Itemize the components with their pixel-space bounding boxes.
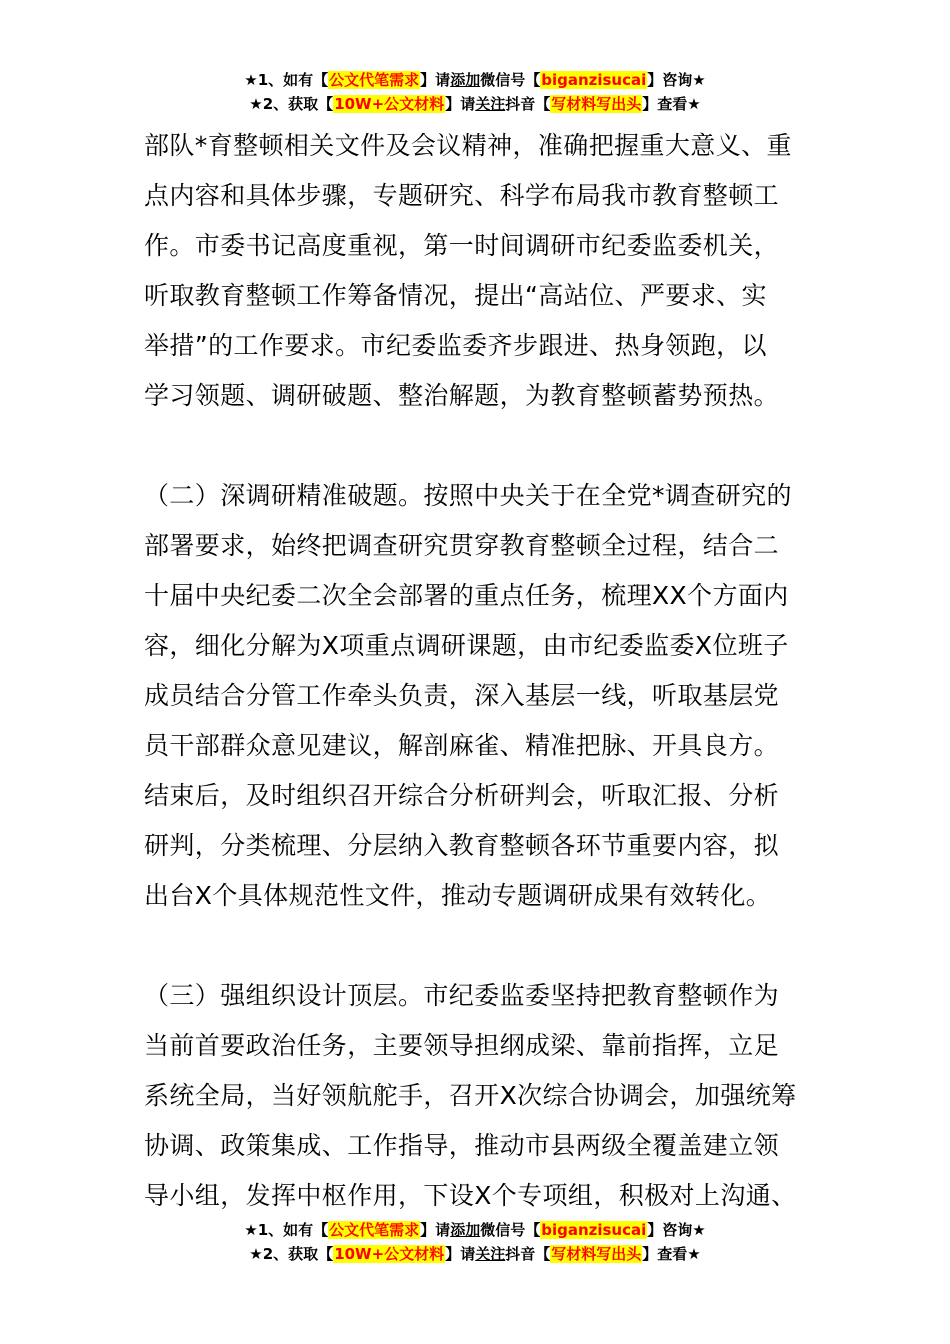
body-line: 容，细化分解为X项重点调研课题，由市纪委监委X位班子 — [144, 631, 789, 660]
body-line: 点内容和具体步骤，专题研究、科学布局我市教育整顿工 — [144, 181, 780, 210]
banner-underlined-text: 添加 — [450, 71, 481, 89]
banner-line-2 — [0, 1242, 950, 1266]
highlight-douyin-account: 写材料写出头 — [551, 1245, 642, 1263]
body-line: （三）强组织设计顶层。市纪委监委坚持把教育整顿作为 — [144, 981, 780, 1010]
paragraph-gap — [144, 421, 809, 471]
banner-line-1 — [0, 1218, 950, 1242]
banner-text: 】请 — [445, 1245, 476, 1263]
header-banner — [0, 68, 950, 116]
body-line: 出台X个具体规范性文件，推动专题调研成果有效转化。 — [144, 881, 772, 910]
body-line: 研判，分类梳理、分层纳入教育整顿各环节重要内容，拟 — [144, 831, 780, 860]
banner-text: 】请 — [420, 1221, 451, 1239]
banner-underlined-text: 关注 — [475, 95, 506, 113]
banner-text: 】查看★ — [642, 95, 701, 113]
banner-text: ★2、获取【 — [249, 95, 334, 113]
highlight-douyin-account: 写材料写出头 — [551, 95, 642, 113]
highlight-wechat-id: biganzisucai — [541, 1221, 647, 1239]
banner-text: 微信号【 — [480, 1221, 541, 1239]
body-line: （二）深调研精准破题。按照中央关于在全党*调查研究的 — [144, 481, 792, 510]
banner-text: 】咨询★ — [647, 1221, 706, 1239]
body-line: 导小组，发挥中枢作用，下设X个专项组，积极对上沟通、 — [144, 1181, 797, 1210]
highlight-materials: 10W+公文材料 — [334, 95, 445, 113]
highlight-materials: 10W+公文材料 — [334, 1245, 445, 1263]
banner-underlined-text: 添加 — [450, 1221, 481, 1239]
body-line: 当前首要政治任务，主要领导担纲成梁、靠前指挥，立足 — [144, 1031, 780, 1060]
body-line: 部队*育整顿相关文件及会议精神，准确把握重大意义、重 — [144, 131, 792, 160]
banner-text: 抖音【 — [505, 95, 551, 113]
banner-text: ★1、如有【 — [244, 71, 329, 89]
banner-text: ★1、如有【 — [244, 1221, 329, 1239]
footer-banner — [0, 1218, 950, 1266]
banner-text: 微信号【 — [480, 71, 541, 89]
banner-text: ★2、获取【 — [249, 1245, 334, 1263]
banner-line-1 — [0, 68, 950, 92]
body-line: 作。市委书记高度重视，第一时间调研市纪委监委机关， — [144, 231, 780, 260]
body-line: 部署要求，始终把调查研究贯穿教育整顿全过程，结合二 — [144, 531, 780, 560]
banner-text: 】请 — [445, 95, 476, 113]
banner-text: 】请 — [420, 71, 451, 89]
highlight-writing-service: 公文代笔需求 — [329, 1221, 420, 1239]
body-line: 举措”的工作要求。市纪委监委齐步跟进、热身领跑，以 — [144, 331, 767, 360]
banner-line-2 — [0, 92, 950, 116]
body-line: 学习领题、调研破题、整治解题，为教育整顿蓄势预热。 — [144, 381, 780, 410]
document-body — [144, 121, 809, 1221]
banner-underlined-text: 关注 — [475, 1245, 506, 1263]
highlight-wechat-id: biganzisucai — [541, 71, 647, 89]
body-line: 听取教育整顿工作筹备情况，提出“高站位、严要求、实 — [144, 281, 767, 310]
body-line: 协调、政策集成、工作指导，推动市县两级全覆盖建立领 — [144, 1131, 780, 1160]
body-line: 成员结合分管工作牵头负责，深入基层一线，听取基层党 — [144, 681, 780, 710]
body-line: 十届中央纪委二次全会部署的重点任务，梳理XX个方面内 — [144, 581, 789, 610]
banner-text: 】咨询★ — [647, 71, 706, 89]
body-line: 结束后，及时组织召开综合分析研判会，听取汇报、分析 — [144, 781, 780, 810]
banner-text: 抖音【 — [505, 1245, 551, 1263]
highlight-writing-service: 公文代笔需求 — [329, 71, 420, 89]
body-line: 系统全局，当好领航舵手，召开X次综合协调会，加强统筹 — [144, 1081, 797, 1110]
banner-text: 】查看★ — [642, 1245, 701, 1263]
body-line: 员干部群众意见建议，解剖麻雀、精准把脉、开具良方。 — [144, 731, 780, 760]
paragraph-gap — [144, 921, 809, 971]
